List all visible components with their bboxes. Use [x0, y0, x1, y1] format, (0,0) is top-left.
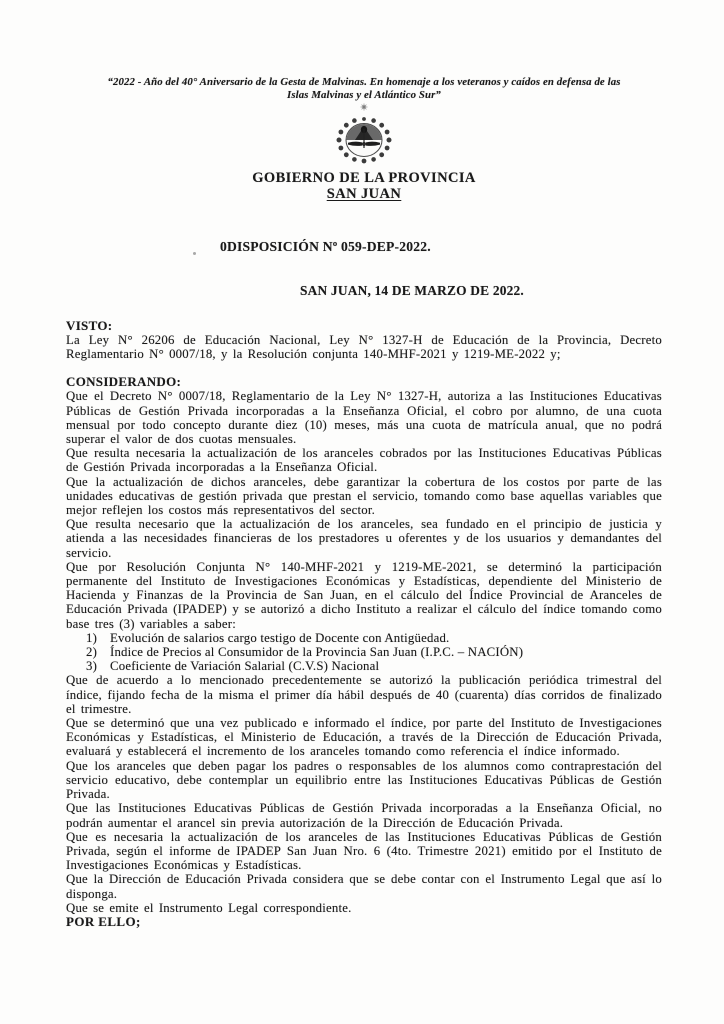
list-item: [86, 659, 662, 673]
considerando-paragraph: Que la actualización de dichos aranceles, debe garantizar la cobertura de los costos por parte de las unidades educativas de gestión privada que prestan el servicio, tomando como base aquellas variables que mejor reflejen los costos más representativos del sector.: [66, 474, 662, 518]
org-name: GOBIERNO DE LA PROVINCIA: [252, 170, 476, 186]
considerando-paragraph: Que se emite el Instrumento Legal correspondiente.: [66, 900, 352, 915]
considerando-paragraph: Que resulta necesaria la actualización de los aranceles cobrados por las Instituciones Educativas Públicas de Gestión Privada incorporadas a la Enseñanza Oficial.: [66, 446, 662, 475]
header-quote-line2: Islas Malvinas y el Atlántico Sur”: [287, 89, 441, 101]
list-item-number: 1): [86, 630, 98, 645]
list-item-number: 3): [86, 659, 98, 674]
list-item-number: 2): [86, 645, 98, 660]
list-item-text: Índice de Precios al Consumidor de la Provincia San Juan (I.P.C. – NACIÓN): [110, 645, 524, 660]
coat-of-arms: [66, 103, 662, 167]
org-subtitle-text: SAN JUAN: [326, 186, 402, 202]
header-quote-line1: “2022 - Año del 40° Aniversario de la Gesta de Malvinas. En homenaje a los veteranos y caídos en defensa de las: [107, 76, 621, 88]
section-gap: [66, 361, 662, 374]
list-item: [86, 631, 662, 645]
visto-label: VISTO:: [66, 318, 113, 333]
document-title: 0DISPOSICIÓN Nº 059-DEP-2022.: [220, 239, 431, 254]
considerando-paragraph: Que resulta necesario que la actualización de los aranceles, sea fundado en el principio de justicia y atienda a las necesidades financieras de los prestadores u oferentes y de los usuarios y demandantes del servicio.: [66, 517, 662, 560]
variables-list: [86, 631, 662, 674]
considerando-paragraph: Que los aranceles que deben pagar los padres o responsables de los alumnos como contraprestación del servicio educativo, debe contemplar un equilibrio entre las Instituciones Educativas Públicas de Gestión Privada.: [66, 758, 662, 802]
considerando-paragraph: Que las Instituciones Educativas Públicas de Gestión Privada incorporadas a la Enseñanza Oficial, no podrán aumentar el arancel sin previa autorización de la Dirección de Educación Privada.: [66, 801, 662, 830]
list-item: [86, 645, 662, 659]
considerando-paragraph: Que por Resolución Conjunta N° 140-MHF-2021 y 1219-ME-2021, se determinó la participación permanente del Instituto de Investigaciones Económicas y Estadísticas, dependiente del Ministerio de Hacienda y Finanzas de la Provincia de San Juan, en el cálculo del Índice Provincial de Aranceles de Educación Privada (IPADEP) y se autorizó a dicho Instituto a realizar el cálculo del índice tomando como base tres (3) variables a saber:: [66, 559, 662, 631]
scan-artifact-dot: [193, 252, 196, 255]
visto-text: La Ley N° 26206 de Educación Nacional, Ley N° 1327-H de Educación de la Provincia, Decreto Reglamentario N° 0007/18, y la Resolución conjunta 140-MHF-2021 y 1219-ME-2022 y;: [66, 333, 662, 362]
por-ello-label: POR ELLO;: [66, 913, 141, 929]
considerando-paragraph: Que el Decreto N° 0007/18, Reglamentario de la Ley N° 1327-H, autoriza a las Instituciones Educativas Públicas de Gestión Privada incorporadas a la Enseñanza Oficial, el cobro por alumno, de una cuota mensual por todo concepto durante diez (10) meses, más una cuota de matrícula anual, que no podrá superar el valor de dos cuotas mensuales.: [66, 389, 662, 447]
list-item-text: Evolución de salarios cargo testigo de Docente con Antigüedad.: [110, 630, 450, 645]
list-item-text: Coeficiente de Variación Salarial (C.V.S) Nacional: [110, 659, 380, 674]
dateline: SAN JUAN, 14 DE MARZO DE 2022.: [300, 283, 524, 298]
considerando-paragraph: Que la Dirección de Educación Privada considera que se debe contar con el Instrumento Legal que así lo disponga.: [66, 872, 662, 901]
org-subtitle: [66, 186, 662, 202]
header-quote: [66, 76, 662, 102]
san-juan-coat-of-arms-icon: [329, 103, 399, 167]
considerando-paragraph: Que es necesaria la actualización de los aranceles de las Instituciones Educativas Públicas de Gestión Privada, según el informe de IPADEP San Juan Nro. 6 (4to. Trimestre 2021) emitido por el Instituto de Investigaciones Económicas y Estadísticas.: [66, 829, 662, 873]
considerando-label: CONSIDERANDO:: [66, 374, 182, 390]
considerando-paragraph: Que se determinó que una vez publicado e informado el índice, por parte del Instituto de Investigaciones Económicas y Estadísticas, el Ministerio de Educación, a través de la Dirección de Educación Privada, evaluará y establecerá el incremento de los aranceles tomando como referencia el índice informado.: [66, 716, 662, 759]
considerando-paragraph: Que de acuerdo a lo mencionado precedentemente se autorizó la publicación periódica trimestral del índice, fijando fecha de la misma el primer día hábil después de 40 (cuarenta) días corridos de finalizado el trimestre.: [66, 673, 662, 716]
